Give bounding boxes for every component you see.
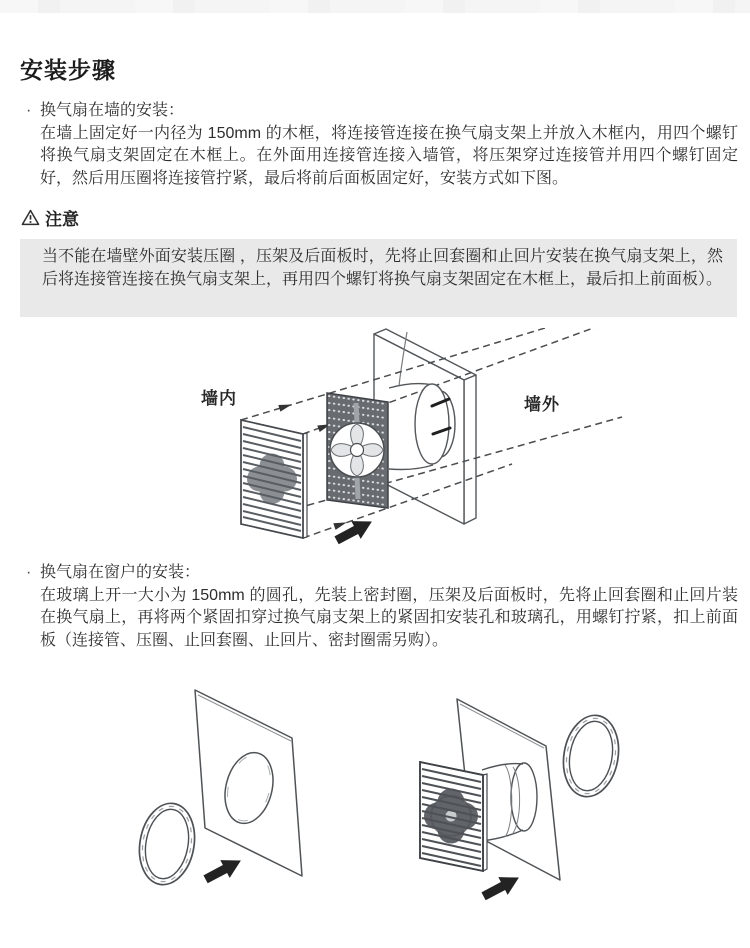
window-installation-drawing (0, 678, 750, 948)
section-heading: 换气扇在窗户的安装： (40, 564, 201, 581)
bullet-marker: · (26, 564, 32, 581)
wall-installation-diagram (0, 328, 750, 558)
section-body-text: 在玻璃上开一大小为 150mm 的圆孔，先装上密封圈，压架及后面板时，先将止回套圈和止回片装在换气扇上，再将两个紧固扣穿过换气扇支架上的紧固扣安装孔和玻璃孔，用螺钉拧紧，扣上前面板（连接管、压圈、止回套圈、止回片、密封圈需另购）。 (40, 586, 738, 649)
section-body-text: 在墙上固定好一内径为 150mm 的木框，将连接管连接在换气扇支架上并放入木框内，用四个螺钉将换气扇支架固定在木框上。在外面用连接管连接入墙管，将压架穿过连接管并用四个螺钉固定好，然后用压圈将连接管拧紧，最后将前后面板固定好，安装方式如下图。 (40, 124, 738, 187)
wall-installation-drawing (0, 328, 750, 558)
fan-hub (351, 444, 364, 457)
front-grille-panel (420, 762, 487, 871)
direction-arrow (332, 513, 377, 549)
caution-box: 当不能在墙壁外面安装压圈 ，压架及后面板时，先将止回套圈和止回片安装在换气扇支架上，然后将连接管连接在换气扇支架上，再用四个螺钉将换气扇支架固定在木框上，最后扣上前面板）。 (20, 239, 737, 317)
warning-triangle-icon (21, 209, 40, 226)
sealing-ring (133, 799, 200, 889)
section-wall-installation (26, 100, 738, 190)
section-heading: 换气扇在墙的安装： (40, 102, 185, 119)
window-installation-diagram (0, 678, 750, 948)
wall-inside-label: 墙内 (201, 389, 237, 408)
direction-arrow (201, 852, 246, 888)
sealing-ring (557, 711, 624, 801)
front-grille-panel (241, 420, 307, 538)
wall-outside-label: 墙外 (524, 395, 560, 414)
section-heading-row (26, 562, 738, 585)
section-window-installation (26, 562, 738, 652)
direction-arrow (479, 869, 524, 905)
bullet-marker: · (26, 102, 32, 119)
caution-heading (21, 205, 79, 230)
caution-label: 注意 (45, 210, 79, 229)
fan-mounting-plate (327, 393, 388, 508)
page-title: 安装步骤 (20, 57, 116, 83)
section-heading-row (26, 100, 738, 123)
page-top-bleed-strip (0, 0, 750, 13)
glass-panel-with-hole (195, 690, 302, 876)
